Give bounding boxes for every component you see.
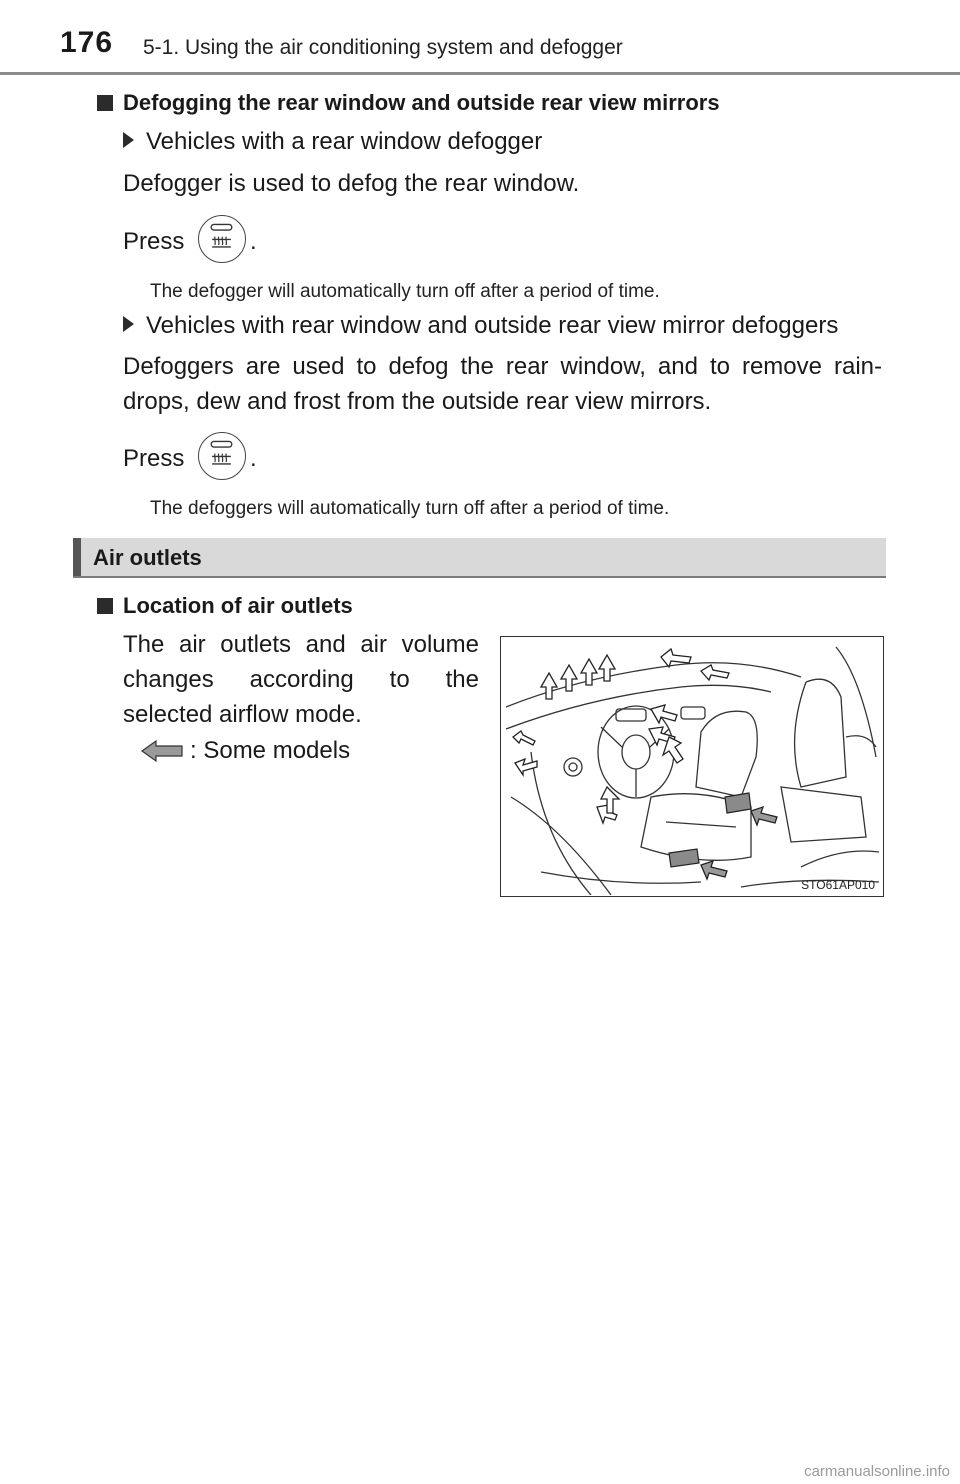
outlets-desc-line2: changes according to the bbox=[123, 666, 479, 693]
variant1-description: Defogger is used to defog the rear window. bbox=[123, 170, 580, 197]
section-accent bbox=[73, 538, 81, 578]
air-outlets-figure bbox=[500, 636, 884, 897]
variant2-period: . bbox=[250, 445, 257, 472]
defog-heading: Defogging the rear window and outside rear view mirrors bbox=[97, 90, 720, 116]
square-bullet-icon bbox=[97, 598, 113, 614]
figure-label: STO61AP010 bbox=[801, 878, 875, 892]
variant2-press-label: Press bbox=[123, 445, 185, 472]
variant1-note: The defogger will automatically turn off after a period of time. bbox=[150, 281, 660, 302]
rear-defogger-icon bbox=[199, 433, 244, 478]
triangle-bullet-icon bbox=[123, 132, 134, 148]
variant1-title: Vehicles with a rear window defogger bbox=[123, 124, 542, 159]
square-bullet-icon bbox=[97, 95, 113, 111]
variant1-period: . bbox=[250, 228, 257, 255]
legend-text: : Some models bbox=[190, 737, 351, 764]
watermark-text: carmanualsonline.info bbox=[804, 1463, 950, 1480]
header-rule bbox=[0, 72, 960, 75]
page-number: 176 bbox=[60, 26, 114, 59]
rear-defogger-icon bbox=[199, 216, 244, 261]
air-outlets-section-header bbox=[73, 538, 886, 578]
rear-defogger-button-1 bbox=[198, 215, 246, 263]
gray-arrow-legend-icon bbox=[140, 738, 184, 764]
outlets-desc-line3: selected airflow mode. bbox=[123, 701, 362, 728]
variant2-description-line2: drops, dew and frost from the outside rear view mirrors. bbox=[123, 388, 712, 415]
outlets-desc-line1: The air outlets and air volume bbox=[123, 631, 479, 658]
variant2-description-line1: Defoggers are used to defog the rear window, and to remove rain- bbox=[123, 353, 882, 380]
page-header bbox=[0, 0, 960, 78]
section-underline bbox=[73, 576, 886, 578]
chapter-title: 5-1. Using the air conditioning system and defogger bbox=[143, 36, 623, 59]
variant2-note: The defoggers will automatically turn off after a period of time. bbox=[150, 498, 670, 519]
car-interior-illustration bbox=[501, 637, 882, 895]
variant1-press-label: Press bbox=[123, 228, 185, 255]
location-heading: Location of air outlets bbox=[97, 593, 353, 619]
variant2-title: Vehicles with rear window and outside rear view mirror defoggers bbox=[123, 308, 838, 343]
rear-defogger-button-2 bbox=[198, 432, 246, 480]
triangle-bullet-icon bbox=[123, 316, 134, 332]
section-title: Air outlets bbox=[93, 545, 202, 570]
